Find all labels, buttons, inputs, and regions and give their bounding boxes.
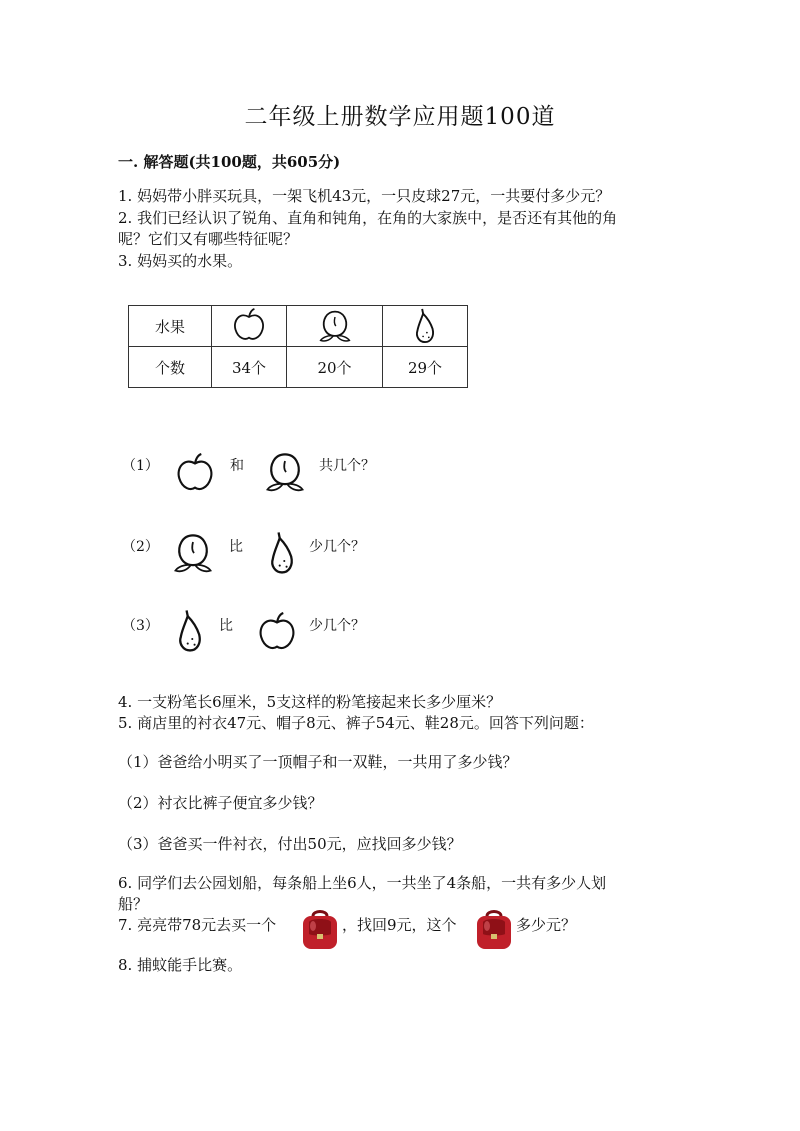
pear-count: 29个	[383, 347, 468, 388]
table-apple-cell	[212, 306, 287, 347]
question-2-line-1: 2. 我们已经认识了锐角、直角和钝角，在角的大家族中，是否还有其他的角	[118, 209, 618, 227]
subq-3-ending: 少几个？	[309, 618, 365, 634]
subq-1-number: （1）	[122, 458, 159, 474]
question-8: 8. 捕蚊能手比赛。	[118, 956, 243, 974]
subq-2-ending: 少几个？	[309, 539, 365, 555]
question-4: 4. 一支粉笔长6厘米，5支这样的粉笔接起来长多少厘米？	[118, 693, 502, 711]
question-7-part-1: 7. 亮亮带78元去买一个	[118, 916, 277, 934]
question-7-part-2: ，找回9元，这个	[342, 916, 457, 934]
apple-icon	[256, 612, 298, 654]
subq-2-connector: 比	[229, 539, 243, 555]
apple-icon	[174, 453, 216, 495]
fruit-row-label: 水果	[129, 306, 212, 347]
question-1: 1. 妈妈带小胖买玩具，一架飞机43元，一只皮球27元，一共要付多少元？	[118, 187, 611, 205]
peach-count: 20个	[287, 347, 383, 388]
question-7-part-3: 多少元？	[516, 916, 577, 934]
subq-3-connector: 比	[219, 618, 233, 634]
subq-2-number: （2）	[122, 539, 159, 555]
fruit-table	[128, 305, 468, 388]
schoolbag-icon	[299, 908, 341, 952]
peach-icon	[317, 308, 353, 344]
question-6-line-1: 6. 同学们去公园划船，每条船上坐6人，一共坐了4条船，一共有多少人划	[118, 874, 607, 892]
table-pear-cell	[383, 306, 468, 347]
subq-1-connector: 和	[230, 458, 244, 474]
question-6-line-2: 船？	[118, 895, 149, 913]
question-5: 5. 商店里的衬衣47元、帽子8元、裤子54元、鞋28元。回答下列问题：	[118, 714, 594, 732]
count-row-label: 个数	[129, 347, 212, 388]
page-title: 二年级上册数学应用题100道	[244, 104, 556, 130]
section-heading: 一. 解答题(共100题，共605分)	[118, 153, 341, 171]
table-peach-cell	[287, 306, 383, 347]
apple-count: 34个	[212, 347, 287, 388]
pear-icon	[174, 609, 206, 653]
apple-icon	[231, 308, 267, 344]
question-2-line-2: 呢？它们又有哪些特征呢？	[118, 230, 299, 248]
subq-3-number: （3）	[122, 618, 159, 634]
subq-1-ending: 共几个？	[319, 458, 375, 474]
schoolbag-icon	[473, 908, 515, 952]
pear-icon	[410, 308, 440, 344]
question-3: 3. 妈妈买的水果。	[118, 252, 243, 270]
question-5-part-3: （3）爸爸买一件衬衣，付出50元，应找回多少钱？	[118, 835, 462, 853]
question-5-part-2: （2）衬衣比裤子便宜多少钱？	[118, 794, 323, 812]
peach-icon	[172, 531, 214, 575]
pear-icon	[266, 531, 298, 575]
question-5-part-1: （1）爸爸给小明买了一顶帽子和一双鞋，一共用了多少钱？	[118, 753, 518, 771]
peach-icon	[264, 450, 306, 494]
